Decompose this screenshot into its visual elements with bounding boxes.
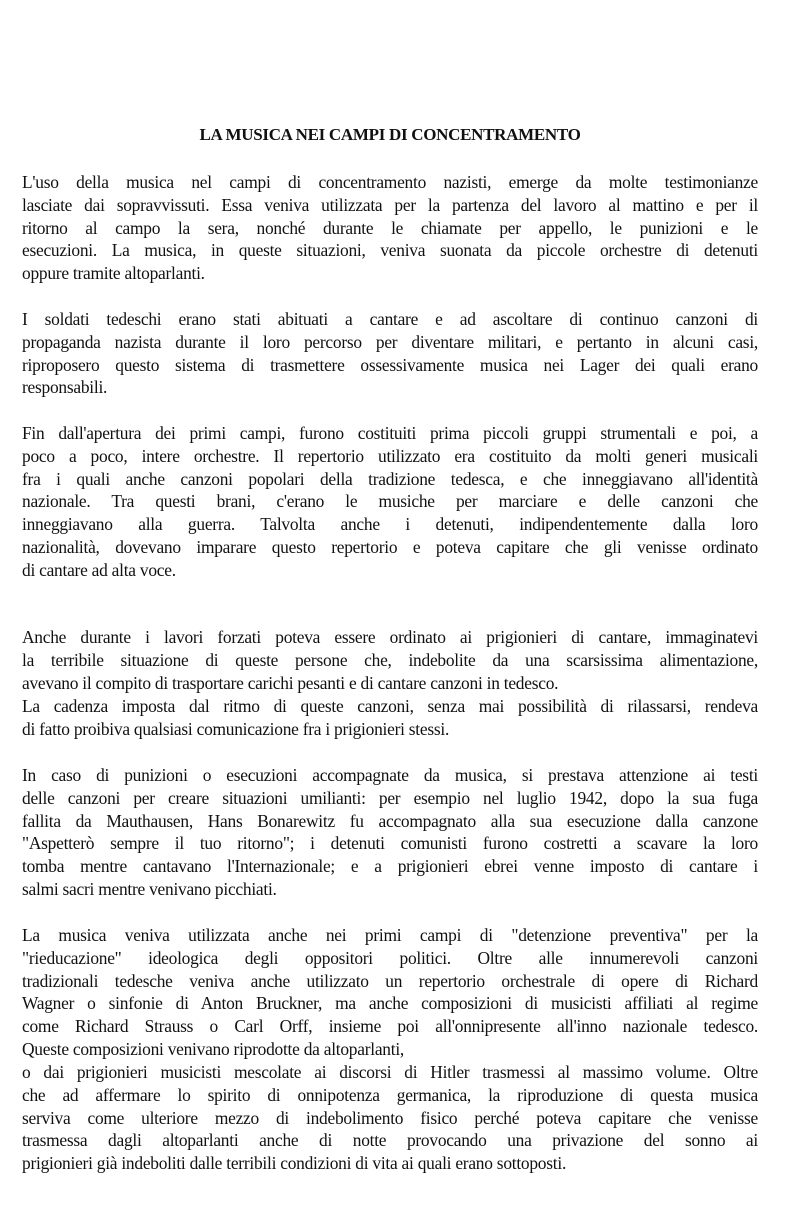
text-line: Anche durante i lavori forzati poteva essere ordinato ai prigionieri di cantare, immaginatevi [22,627,758,647]
text-line: Wagner o sinfonie di Anton Bruckner, ma anche composizioni di musicisti affiliati al regime [22,993,758,1014]
text-line: fallita da Mauthausen, Hans Bonarewitz fu accompagnato alla sua esecuzione dalla canzone [22,810,758,831]
text-line: nazionale. Tra questi brani, c'erano le musiche per marciare e delle canzoni che [22,491,758,512]
text-line: responsabili. [22,377,108,398]
text-line: delle canzoni per creare situazioni umilianti: per esempio nel luglio 1942, dopo la sua fuga [22,787,758,808]
text-line: propaganda nazista durante il loro percorso per diventare militari, e pertanto in alcuni casi, [22,331,758,352]
paragraph-1 [22,171,758,285]
text-line: lasciate dai sopravvissuti. Essa veniva utilizzata per la partenza del lavoro al mattino e per il [22,194,758,215]
text-line: La cadenza imposta dal ritmo di queste canzoni, senza mai possibilità di rilassarsi, rendeva [22,696,758,716]
document-title: LA MUSICA NEI CAMPI DI CONCENTRAMENTO [199,125,581,144]
text-line: La musica veniva utilizzata anche nei primi campi di "detenzione preventiva" per la [22,925,758,945]
text-line: che ad affermare lo spirito di onnipotenza germanica, la riproduzione di questa musica [22,1084,758,1105]
text-line: oppure tramite altoparlanti. [22,263,205,284]
paragraph-7 [22,924,758,1061]
text-line: tomba mentre cantavano l'Internazionale; e a prigionieri ebrei venne imposto di cantare i [22,856,758,877]
text-line: come Richard Strauss o Carl Orff, insieme poi all'onnipresente all'inno nazionale tedesco. [22,1016,758,1037]
text-line: di cantare ad alta voce. [22,559,176,580]
text-line: inneggiavano alla guerra. Talvolta anche i detenuti, indipendentemente dalla loro [22,514,758,535]
text-line: Queste composizioni venivano riprodotte da altoparlanti, [22,1038,405,1059]
text-line: "Aspetterò sempre il tuo ritorno"; i detenuti comunisti furono costretti a scavare la loro [22,833,758,854]
text-line: poco a poco, intere orchestre. Il repertorio utilizzato era costituito da molti generi musicali [22,445,758,466]
text-line: prigionieri già indeboliti dalle terribili condizioni di vita ai quali erano sottoposti. [22,1153,567,1174]
text-line: In caso di punizioni o esecuzioni accompagnate da musica, si prestava attenzione ai testi [22,765,758,785]
paragraph-3 [22,422,758,582]
text-line: nazionalità, dovevano imparare questo repertorio e poteva capitare che gli venisse ordinato [22,536,758,557]
paragraph-5 [22,695,758,741]
text-line: avevano il compito di trasportare carichi pesanti e di cantare canzoni in tedesco. [22,672,559,693]
paragraph-2 [22,308,758,399]
text-line: serviva come ulteriore mezzo di indebolimento fisico perché poteva capitare che venisse [22,1107,758,1128]
text-line: "rieducazione" ideologica degli oppositori politici. Oltre alle innumerevoli canzoni [22,947,758,968]
paragraph-8 [22,1061,758,1175]
text-line: esecuzioni. La musica, in queste situazioni, veniva suonata da piccole orchestre di detenuti [22,240,758,261]
text-line: fra i quali anche canzoni popolari della tradizione tedesca, e che inneggiavano all'identità [22,468,758,489]
text-line: la terribile situazione di queste persone che, indebolite da una scarsissima alimentazione, [22,649,758,670]
text-line: L'uso della musica nel campi di concentramento nazisti, emerge da molte testimonianze [22,172,758,192]
text-line: di fatto proibiva qualsiasi comunicazione fra i prigionieri stessi. [22,718,450,739]
text-line: riproposero questo sistema di trasmettere ossessivamente musica nei Lager dei quali erano [22,354,758,375]
text-line: ritorno al campo la sera, nonché durante le chiamate per appello, le punizioni e le [22,217,758,238]
paragraph-6 [22,764,758,901]
text-line: trasmessa dagli altoparlanti anche di notte provocando una privazione del sonno ai [22,1130,758,1151]
text-line: I soldati tedeschi erano stati abituati a cantare e ad ascoltare di continuo canzoni di [22,309,758,329]
text-line: tradizionali tedesche veniva anche utilizzato un repertorio orchestrale di opere di Richard [22,970,758,991]
paragraph-4 [22,626,758,694]
text-line: o dai prigionieri musicisti mescolate ai discorsi di Hitler trasmessi al massimo volume. Oltre [22,1062,758,1082]
text-line: salmi sacri mentre venivano picchiati. [22,878,277,899]
text-line: Fin dall'apertura dei primi campi, furono costituiti prima piccoli gruppi strumentali e poi, a [22,423,758,443]
